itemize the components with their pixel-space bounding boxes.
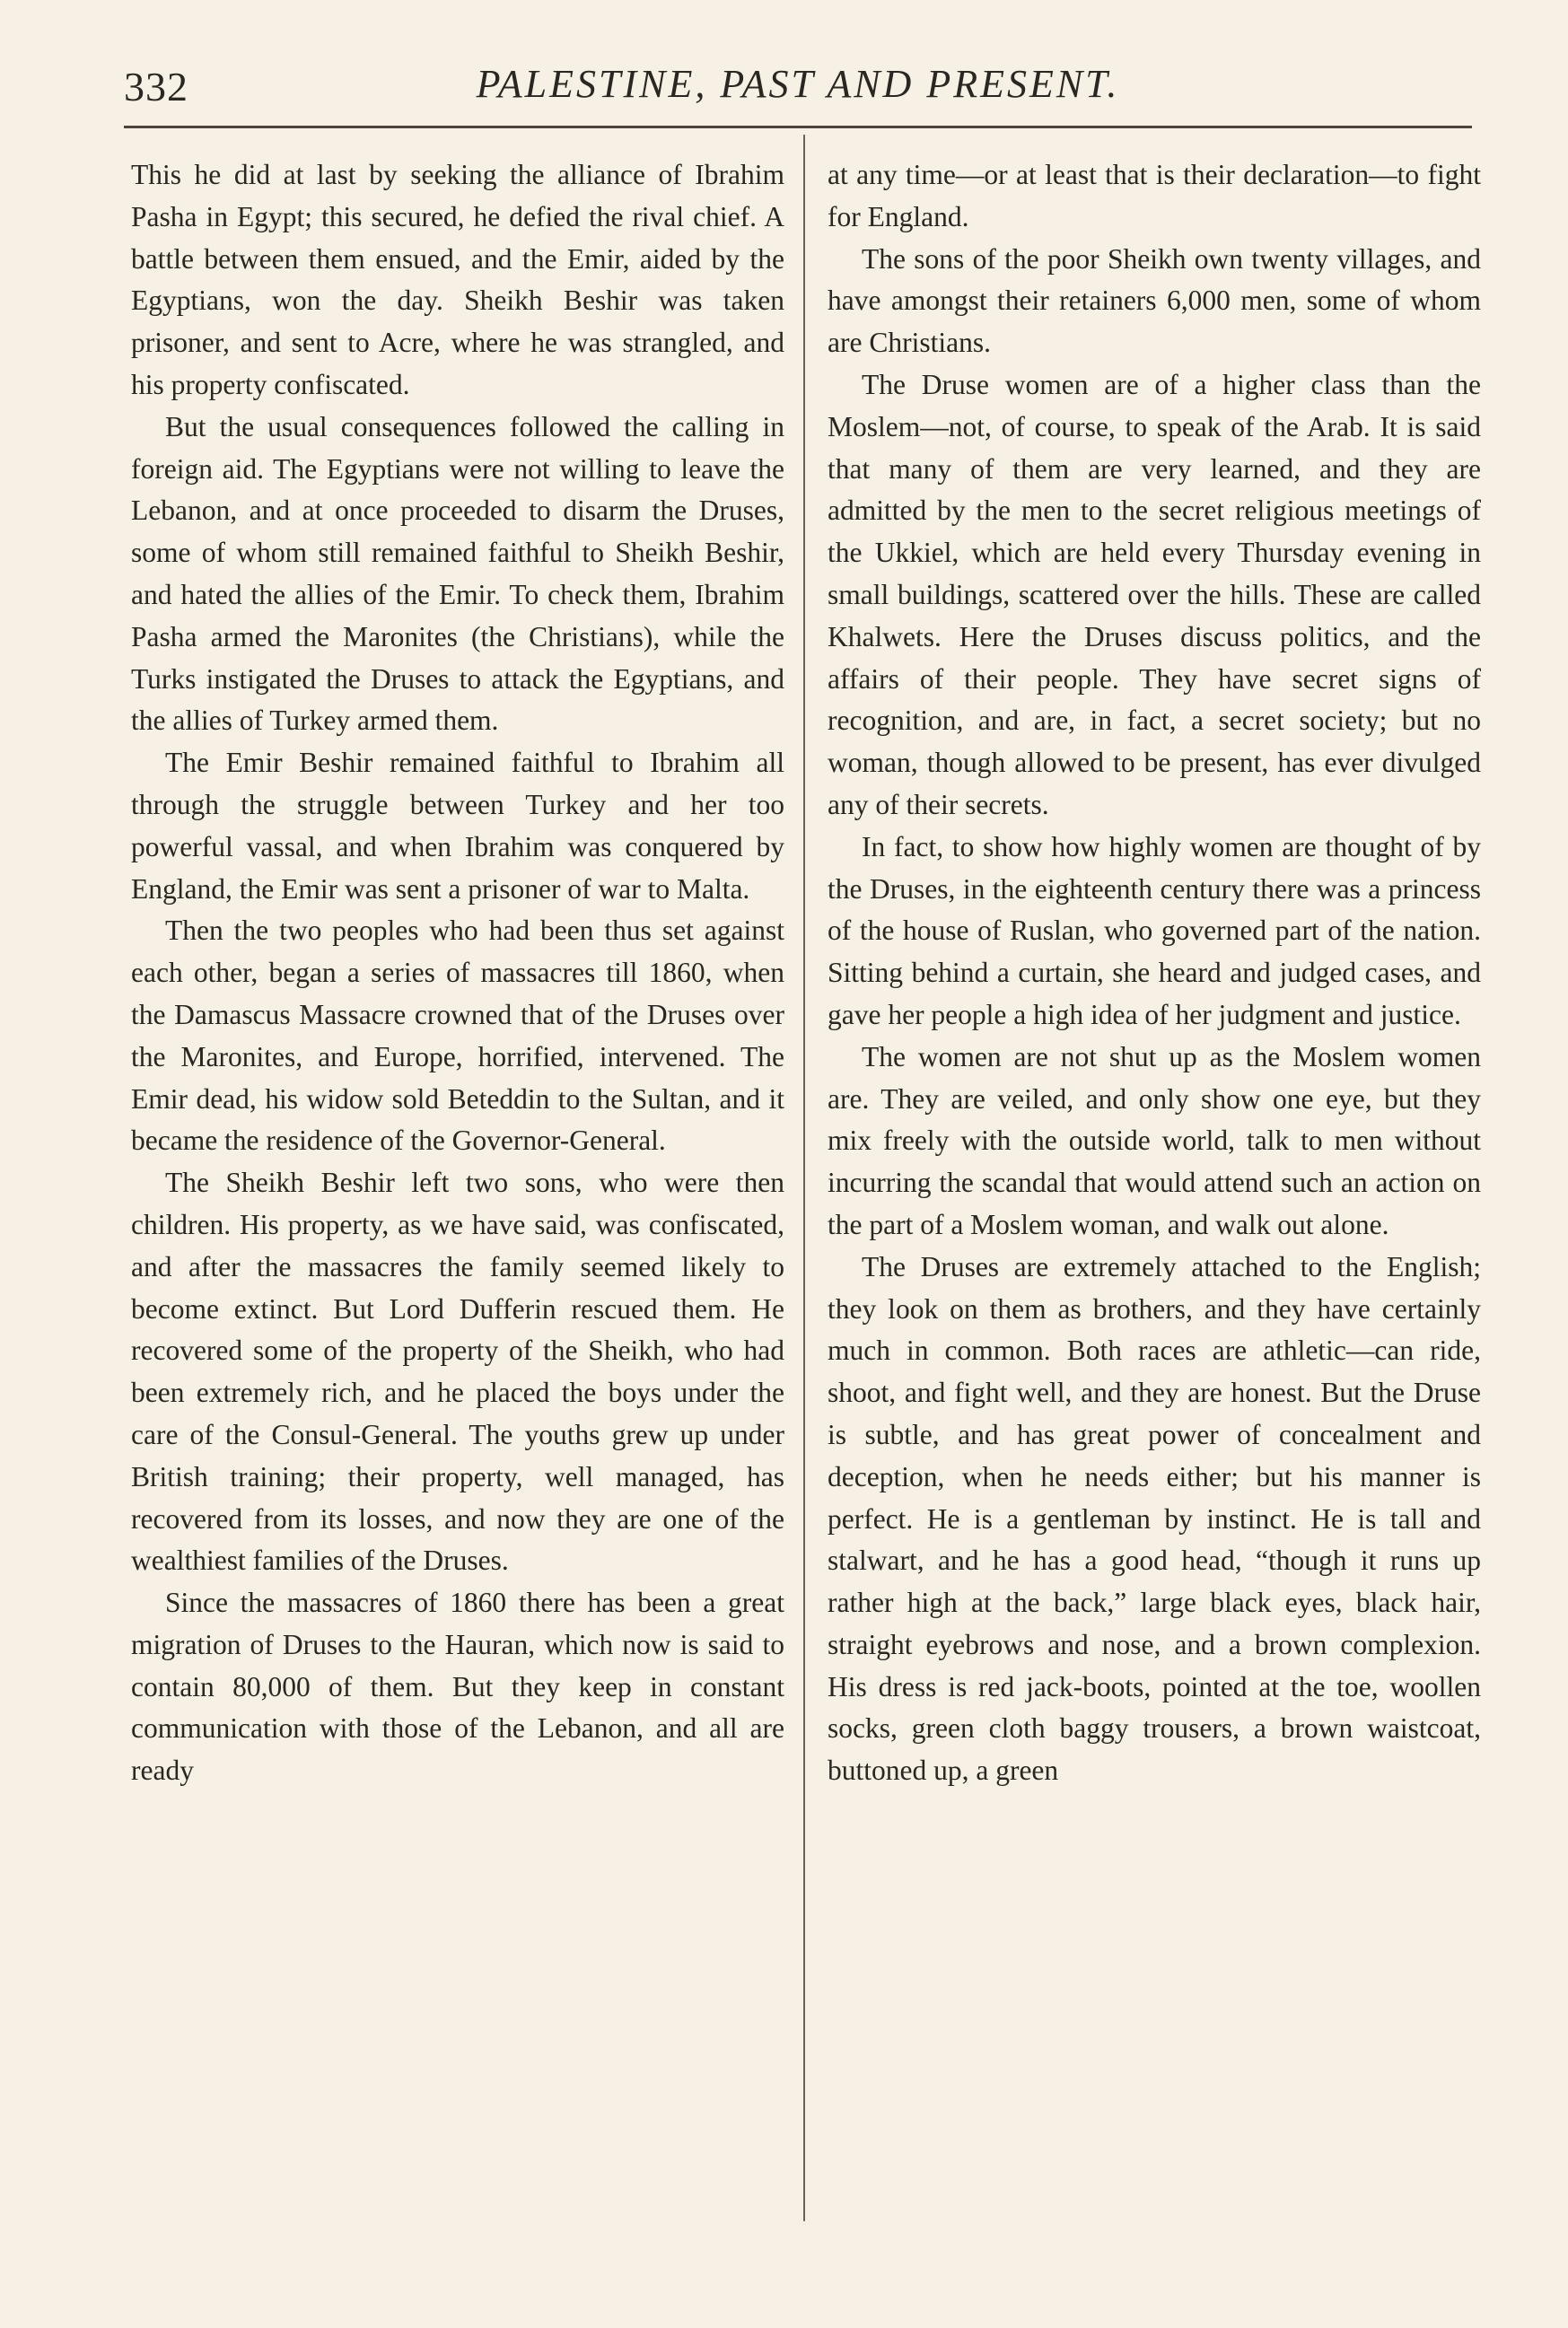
header-rule [124, 126, 1472, 128]
right-column [828, 154, 1481, 1792]
paragraph: Since the massacres of 1860 there has been a great migration of Druses to the Hauran, which now is said to contain 80,000 of them. But they keep in constant communication with those of the Lebanon, and all are ready [131, 1587, 784, 1787]
running-title: PALESTINE, PAST AND PRESENT. [476, 62, 1120, 106]
left-column [131, 154, 784, 1792]
paragraph: In fact, to show how highly women are thought of by the Druses, in the eighteenth century there was a princess of the house of Ruslan, who governed part of the nation. Sitting behind a curtain, she heard and judged cases, and gave her people a high idea of her judgment and justice. [828, 830, 1481, 1030]
paragraph: The Sheikh Beshir left two sons, who were then children. His property, as we have said, was confiscated, and after the massacres the family seemed likely to become extinct. But Lord Dufferin rescued them. He recovered some of the property of the Sheikh, who had been extremely rich, and he placed the boys under the care of the Consul-General. The youths grew up under British training; their property, well managed, has recovered from its losses, and now they are one of the wealthiest families of the Druses. [131, 1167, 784, 1577]
paragraph: But the usual consequences followed the calling in foreign aid. The Egyptians were not willing to leave the Lebanon, and at once proceeded to disarm the Druses, some of whom still remained faithful to Sheikh Beshir, and hated the allies of the Emir. To check them, Ibrahim Pasha armed the Maronites (the Christians), while the Turks instigated the Druses to attack the Egyptians, and the allies of Turkey armed them. [131, 410, 784, 737]
page-header [124, 57, 1472, 120]
paragraph: The Emir Beshir remained faithful to Ibrahim all through the struggle between Turkey and her too powerful vassal, and when Ibrahim was conquered by England, the Emir was sent a prisoner of war to Malta. [131, 747, 784, 905]
paragraph: The sons of the poor Sheikh own twenty villages, and have amongst their retainers 6,000 men, some of whom are Christians. [828, 242, 1481, 359]
column-divider [803, 135, 805, 2221]
paragraph: The women are not shut up as the Moslem women are. They are veiled, and only show one eye, but they mix freely with the outside world, talk to men without incurring the scandal that would attend such an action on the part of a Moslem woman, and walk out alone. [828, 1040, 1481, 1240]
paragraph: at any time—or at least that is their declaration—to fight for England. [828, 159, 1481, 232]
paragraph: This he did at last by seeking the alliance of Ibrahim Pasha in Egypt; this secured, he defied the rival chief. A battle between them ensued, and the Emir, aided by the Egyptians, won the day. Sheikh Beshir was taken prisoner, and sent to Acre, where he was strangled, and his property confiscated. [131, 159, 784, 400]
page-number: 332 [124, 64, 188, 109]
paragraph: The Druse women are of a higher class than the Moslem—not, of course, to speak of the Arab. It is said that many of them are very learned, and they are admitted by the men to the secret religious meetings of the Ukkiel, which are held every Thursday evening in small buildings, scattered over the hills. These are called Khalwets. Here the Druses discuss politics, and the affairs of their people. They have secret signs of recognition, and are, in fact, a secret society; but no woman, though allowed to be present, has ever divulged any of their secrets. [828, 368, 1481, 820]
paragraph: Then the two peoples who had been thus set against each other, began a series of massacres till 1860, when the Damascus Massacre crowned that of the Druses over the Maronites, and Europe, horrified, intervened. The Emir dead, his widow sold Beteddin to the Sultan, and it became the residence of the Governor-General. [131, 915, 784, 1157]
paragraph: The Druses are extremely attached to the English; they look on them as brothers, and they have certainly much in common. Both races are athletic—can ride, shoot, and fight well, and they are honest. But the Druse is subtle, and has great power of concealment and deception, when he needs either; but his manner is perfect. He is a gentleman by instinct. He is tall and stalwart, and he has a good head, “though it runs up rather high at the back,” large black eyes, black hair, straight eyebrows and nose, and a brown complexion. His dress is red jack-boots, pointed at the toe, woollen socks, green cloth baggy trousers, a brown waistcoat, buttoned up, a green [828, 1250, 1481, 1787]
